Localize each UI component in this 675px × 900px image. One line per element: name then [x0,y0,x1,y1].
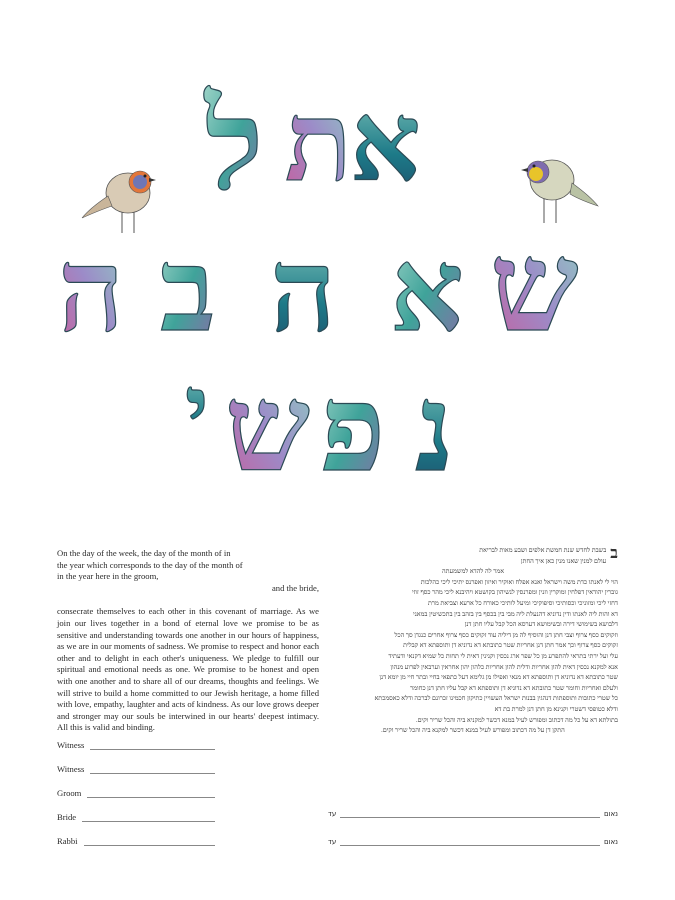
aramaic-line: אנא למקנא נכסין דאית להון אחריות ודלית להון אחריות כלהון יהון אחראין וערבאין לפרוע מנהון [390,663,618,671]
aramaic-line: דחזי ליכי ומזוניכי וכסותיכי וסיפוקיכי ומיעל לותיכי כאורח כל ארעא וצביאת מרת [427,599,618,607]
aramaic-line: וזקוקים כסף צרוף וצבי חתן דנן והוסיף לה מן דיליה עוד זקוקים כסף צרוף אחרים כנגדן סך הכל [394,631,618,639]
art-letter: ה [270,223,337,358]
aramaic-line: עולם למנין שאנו מנין כאן איך החתן [520,557,607,565]
intro-line: in the year here in the groom, [57,571,159,582]
signature-line-witness-1 [57,740,215,750]
art-letter: י [185,356,209,462]
aramaic-line: דא והות ליה לאנתו ודין נדוניא דהנעלת ליה מבי בין בכסף בין בזהב בין בתכשיטין במאני [413,610,618,618]
aramaic-line: בשבת לחדש שנת חמשת אלפים ושבע מאות לבריאת [479,547,607,554]
signature-rule [90,741,215,750]
aramaic-line: אמר לה להדא למשמעתה [441,568,505,576]
signature-rule [82,813,215,822]
art-letter: ש [490,214,579,360]
signature-label: Witness [57,740,85,750]
art-letter: פ [320,358,386,499]
signature-label: Bride [57,812,77,822]
signature-rule [90,765,215,774]
signature-line-witness-2 [57,764,215,774]
signature-label: נאום [603,838,618,846]
aramaic-line: גוברין יהודאין דפלחין ומוקרין וזנין ומפרנסין לנשיהון בקושטא ויהיבנא ליכי מהר כסף זוזי [411,589,618,597]
hebrew-signature-row [328,810,618,818]
signature-label: Groom [57,788,82,798]
signature-line-rabbi [57,836,215,846]
signature-label: Witness [57,764,85,774]
signature-rule [87,789,215,798]
art-letter: א [390,223,464,358]
signature-rule [84,837,215,846]
art-letter: ל [205,72,264,218]
artwork-line-2 [58,214,579,360]
art-letter: נ [415,358,455,499]
intro-line: and the bride, [271,582,319,593]
signature-line-bride [57,812,215,822]
signature-label: עד [328,810,337,818]
aramaic-line: כל שטרי כתובות ותוספתות דנהגין בבנות ישראל העשויין כתיקון חכמינו זכרונם לברכה ודלא כאסמכתא [374,695,618,703]
art-letter: ש [225,358,310,499]
english-intro [57,548,319,594]
intro-line: On the day of the week, the day of the month of in [57,548,231,558]
aramaic-text-column [328,543,618,737]
signature-line-groom [57,788,215,798]
aramaic-line: שטר כתובתא דא נדוניא דן ותוספתא דא מנאי ואפילו מן גלימא דעל כתפאי בחיי ובתר חיי מן יומא דנן [379,674,618,682]
signature-label: עד [328,838,337,846]
art-letter: ב [160,223,216,358]
intro-line: the year which corresponds to the day of the month of [57,559,243,570]
aramaic-line: זקוקים כסף צרוף וכך אמר חתן דנן אחריות שטר כתובתא דא נדוניא דן ותוספתא דא קבלית [403,642,618,650]
aramaic-line: בתולתא דא על כל מה דכתוב ומפורש לעיל במנא דכשר למקניא ביה והכל שריר וקים. [415,716,618,724]
art-letter: ה [58,223,125,358]
aramaic-line: ודלא כטופסי דשטרי וקנינא מן חתן דנן למרת בת דא [494,705,618,713]
aramaic-line: דלבושא בשימושי דירה ובשימושא דערסא הכל קבל עליו חתן דנן [464,621,618,629]
art-letter: א [350,77,421,206]
english-text-column [57,548,319,734]
aramaic-line: ולעלם ואחריות וחומר שטר כתובתא דא נדוניא דן ותוספתא דא קבל עליו חתן דנן כחומר [410,684,618,692]
aramaic-line: עלי ועל ירתי בתראי להתפרע מן כל שפר ארג נכסין וקנינין דאית לי תחות כל שמיא דקנאי ודעתיד [388,652,618,660]
drop-cap-letter: ב [610,543,618,562]
aramaic-line: הוי לי לאנתו כדת משה וישראל ואנא אפלח ואוקיר ואיזון ואפרנס יתיכי ליכי כהלכות [420,578,618,586]
signature-label: Rabbi [57,836,78,846]
artwork-line-3 [185,356,454,499]
hebrew-signature-row [328,838,618,846]
signature-rule [340,838,600,846]
artwork-line-1 [203,72,421,218]
signature-label: נאום [603,810,618,818]
aramaic-line: התקן דן על מה דכתוב ומפורש לעיל במנא דכשר למקנא ביה והכל שריר וקים. [381,727,565,735]
art-letter: ת [285,77,353,206]
vow-paragraph: consecrate themselves to each other in this covenant of marriage. As we join our lives together in a bond of eternal love we promise to be as sensitive and understanding towards one another in our hours of happiness, as we are in our moments of sadness. We promise to respect and honor each other and to delight in each other's uniqueness. We pledge to fulfill our spiritual and emotional needs as one. We promise to be honest and open with one another and to share all of our dreams, thoughts and feelings. We will strive to build a home committed to our Jewish heritage, a home filled with love, empathy, laughter and acts of kindness. As our love grows deeper and stronger may our souls be interwined in our hearts' deepest intimacy. All this is valid and binding. [57,606,319,733]
signature-rule [340,810,600,818]
